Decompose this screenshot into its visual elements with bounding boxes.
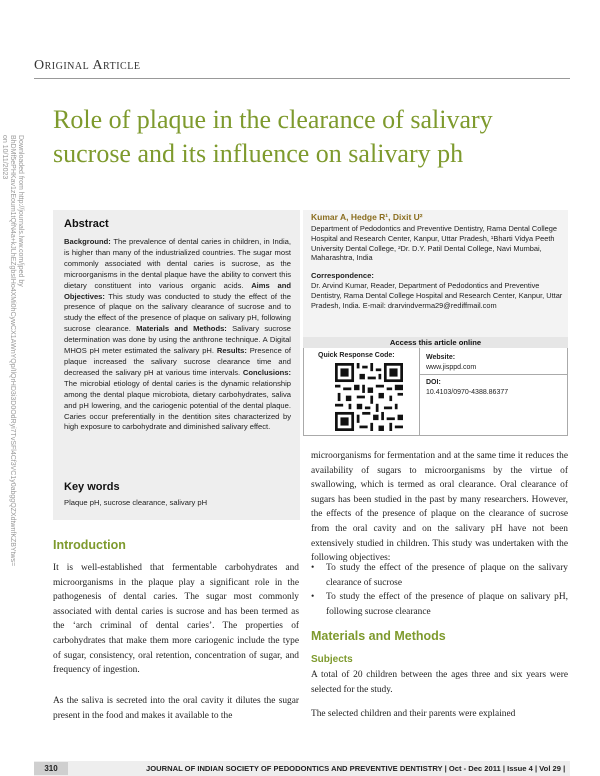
download-note: Downloaded from http://journals.lww.com/jped by BhDMf5ePHKav1zEoum1tQfN4a+kJLhEZgbsIHo4XMi0hCywCX1AWnYQp/IlQrHD3i3D0OdRyi7TvSFl4Cf3VC1y0abggQZXdtwnfKZBYtws= on 10/11/2023 [1,135,24,569]
website-label: Website: [426,354,456,361]
article-title: Role of plaque in the clearance of salivary sucrose and its influence on salivary ph [53,105,493,168]
objectives-paragraph: microorganisms for fermentation and at the same time it reduces the availability of sugars to microorganisms by the virtue of swallowing, which is termed as oral clearance. Oral clearance of sugars has been studied in the past by many researchers. However, the effects of the presence of plaque on the clearance of sucrose from the oral cavity and on the salivary pH have not been extensively studied in children. This study was undertaken with the following objectives: [311,451,568,564]
introduction-heading: Introduction [53,538,126,552]
materials-methods-heading: Materials and Methods [311,629,446,643]
introduction-paragraph-1: It is well-established that fermentable carbohydrates and microorganisms in the plaque play a significant role in the pathogenesis of dental caries. The sugar most commonly associated with dental caries is sucrose and has been termed as the ‘arch criminal of dental caries’. The properties of carbohydrates that make them more cariogenic include the type of sugar, consistency, oral retention, concentration of sugar, and frequency of ingestion. [53,563,299,676]
access-box-right-border [567,348,568,436]
abstract-methods-text: Salivary sucrose determination was done by using the anthrone technique. A Digital MHOS pH meter estimated the salivary pH. [64,324,291,356]
introduction-paragraph-2: As the saliva is secreted into the oral cavity it dilutes the sugar present in the food and makes it available to the [53,696,299,721]
abstract-background-text: The prevalence of dental caries in children, in India, is higher than many of the industrialized countries. The sugar most commonly associated with dental caries is sucrose, as the microorganisms in the dental plaque have the ability to convert this dietary constituent into various organic acids. [64,237,291,290]
abstract-aims-label: Aims and Objectives: [64,280,291,301]
keywords-heading: Key words [64,481,120,493]
objective-1: To study the effect of the presence of plaque on the salivary clearance of sucrose [326,563,568,588]
qr-code-label: Quick Response Code: [318,352,395,359]
abstract-conclusions-label: Conclusions: [242,367,291,377]
doi-value: 10.4103/0970-4388.86377 [426,389,509,396]
subjects-paragraph-1: A total of 20 children between the ages three and six years were selected for the study. [311,670,568,695]
objective-2: To study the effect of the presence of plaque on salivary pH, following sucrose clearance [326,592,568,617]
list-item [311,590,568,619]
subjects-paragraph-2: The selected children and their parents were explained [311,709,516,719]
access-box-left-border [303,348,304,436]
article-type-label: Original Article [34,58,141,73]
abstract-methods-label: Materials and Methods: [136,324,227,334]
abstract-conclusions-text: The microbial etiology of dental caries is the dynamic relationship among the dental plaque microbiota, dietary carbohydrates, saliva and pH lowering, and the cariogenic potential of the dental plaque. Caries occur preferentially in the dentition sites characterized by high exposure to carbohydrate and diminished salivary effect. [64,378,291,432]
correspondence-heading: Correspondence: [311,271,374,280]
access-box-divider [419,348,420,436]
subjects-heading: Subjects [311,654,353,665]
author-affiliations: Department of Pedodontics and Preventive Dentistry, Rama Dental College Hospital and Research Center, Kanpur, Uttar Pradesh, ¹Bharti Vidya Peeth University Dental College, ²Dr. D.Y. Patil Dental College, Navi Mumbai, Maharashtra, India [311,224,557,263]
access-box-row-divider [419,374,567,375]
bullet-icon: • [311,563,315,573]
header-rule [34,78,570,79]
doi-label: DOI: [426,379,441,386]
page-number: 310 [34,762,68,775]
abstract-heading: Abstract [64,218,109,230]
access-online-header: Access this article online [303,337,568,348]
abstract-results-text: Presence of plaque increased the salivary sucrose clearance time and decreased the salivary pH at various time intervals. [64,346,291,377]
abstract-background-label: Background: [64,237,111,246]
author-names: Kumar A, Hedge R¹, Dixit U² [311,212,423,222]
bullet-icon: • [311,592,315,603]
qr-code-image[interactable] [335,363,403,431]
abstract-text [64,237,291,433]
journal-footer-text: JOURNAL OF INDIAN SOCIETY OF PEDODONTICS AND PREVENTIVE DENTISTRY | Oct - Dec 2011 | Issue 4 | Vol 29 | [146,764,566,773]
abstract-aims-text: This study was conducted to study the effect of the presence of plaque on the salivary clearance of sucrose and to study the effect of the presence of plaque on salivary pH, following sucrose clearance. [64,291,291,334]
keywords-text: Plaque pH, sucrose clearance, salivary pH [64,498,208,507]
website-link[interactable]: www.jisppd.com [426,364,477,371]
objectives-list [311,561,568,619]
abstract-results-label: Results: [216,346,247,356]
list-item [311,561,568,590]
access-box-bottom-border [303,435,568,436]
correspondence-text: Dr. Arvind Kumar, Reader, Department of Pedodontics and Preventive Dentistry, Rama Dental College Hospital and Research Center, Kanpur, Uttar Pradesh, India. E-mail: drarvindverma29@rediffmail.com [311,281,563,310]
